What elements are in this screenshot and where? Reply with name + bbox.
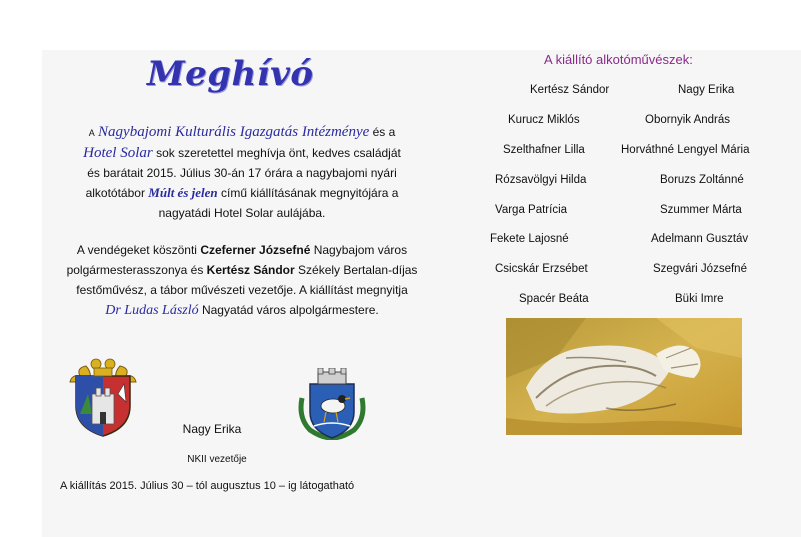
- artist-name: Csicskár Erzsébet: [495, 263, 588, 275]
- opener-name: Dr Ludas László: [105, 303, 199, 318]
- greeting-text: A vendégeket köszönti: [76, 243, 197, 257]
- artist-name: Büki Imre: [675, 293, 724, 305]
- opening-text: című kiállításának megnyitójára a: [220, 186, 399, 200]
- invitation-paragraph: [42, 122, 442, 223]
- artists-title: A kiállító alkotóművészek:: [544, 52, 693, 67]
- signer-name: Nagy Erika: [182, 422, 242, 436]
- organization-name: Nagybajomi Kulturális Igazgatás Intézménye: [98, 124, 370, 140]
- artist-name: Kurucz Miklós: [508, 114, 580, 126]
- award-text: Székely Bertalan-díjas: [298, 263, 418, 277]
- painting-image: [506, 318, 742, 435]
- invite-date-text: és barátait 2015. Július 30-án 17 órára a nagybajomi nyári: [87, 166, 397, 180]
- exhibition-name: Múlt és jelen: [148, 185, 218, 200]
- artist-name: Nagy Erika: [678, 84, 735, 96]
- artist-name: Kertész Sándor: [530, 84, 610, 96]
- artist-name: Szummer Márta: [660, 204, 742, 216]
- artist-name: Horváthné Lengyel Mária: [621, 144, 750, 156]
- nagyatad-coat-of-arms-icon: [296, 368, 368, 440]
- artist-name: Rózsavölgyi Hilda: [495, 174, 587, 186]
- artist-name: Obornyik András: [645, 114, 731, 126]
- artist-leader-name: Kertész Sándor: [206, 263, 295, 277]
- artist-name: Szegvári Józsefné: [653, 263, 747, 275]
- greeting-paragraph: [42, 240, 442, 321]
- nagybajom-coat-of-arms-icon: [66, 354, 140, 438]
- artist-name: Szelthafner Lilla: [503, 144, 585, 156]
- artist-name: Boruzs Zoltánné: [660, 174, 744, 186]
- hotel-name: Hotel Solar: [83, 145, 153, 161]
- visiting-period-note: A kiállítás 2015. Július 30 – tól augusztus 10 – ig látogatható: [60, 480, 355, 492]
- leader-role-text: festőművész, a tábor művészeti vezetője. A kiállítást megnyitja: [76, 283, 408, 297]
- opener-title-text: Nagyatád város alpolgármestere.: [201, 303, 379, 317]
- artist-name: Varga Patrícia: [495, 204, 568, 216]
- town-text: Nagybajom város: [313, 243, 408, 257]
- word-and: és a: [372, 125, 396, 139]
- mayor-title-text: polgármesterasszonya és: [66, 263, 204, 277]
- word-a: A: [88, 128, 95, 138]
- signer-role: NKII vezetője: [187, 454, 247, 465]
- venue-text: nagyatádi Hotel Solar aulájába.: [158, 206, 326, 220]
- invite-text: sok szeretettel meghívja önt, kedves családját: [156, 146, 401, 160]
- invitation-title: Meghívó: [147, 54, 314, 94]
- invitation-panel: [42, 50, 442, 537]
- artist-name: Spacér Beáta: [519, 293, 589, 305]
- artist-name: Fekete Lajosné: [490, 233, 569, 245]
- mayor-name: Czeferner Józsefné: [200, 243, 311, 257]
- camp-text: alkotótábor: [85, 186, 145, 200]
- artist-name: Adelmann Gusztáv: [651, 233, 749, 245]
